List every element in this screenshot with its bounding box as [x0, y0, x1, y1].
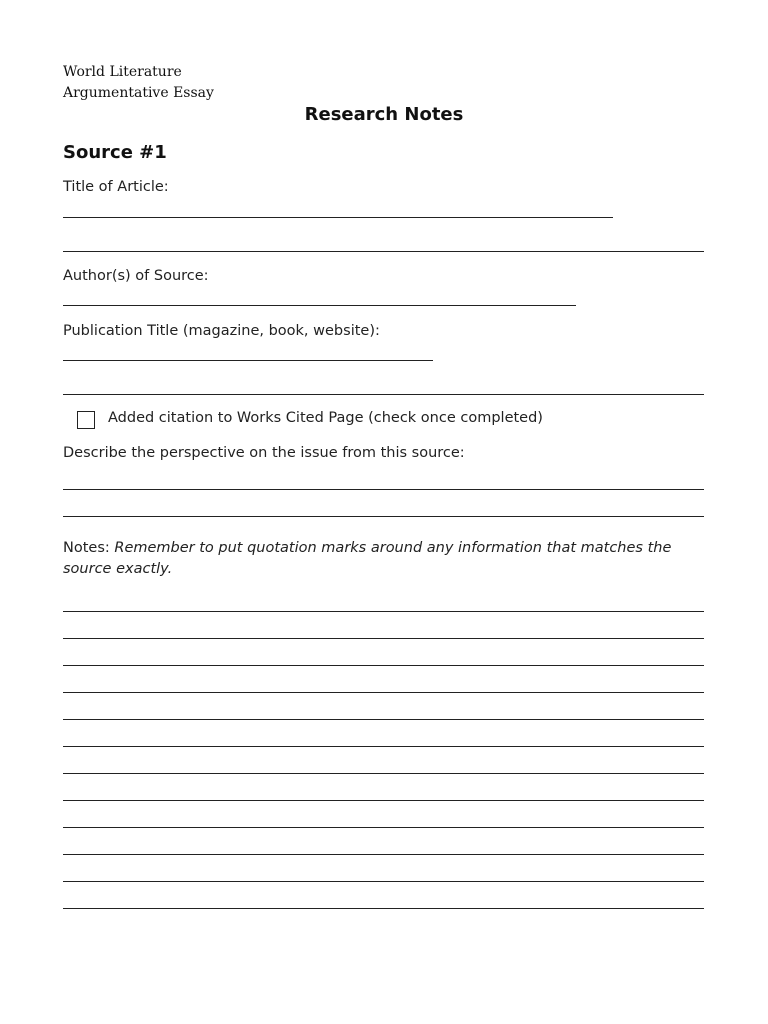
notes-line[interactable] — [63, 746, 704, 747]
perspective-answer-line-2[interactable] — [63, 516, 704, 517]
title-answer-line-1[interactable] — [63, 217, 613, 218]
notes-line[interactable] — [63, 881, 704, 882]
title-answer-line-2[interactable] — [63, 251, 704, 252]
notes-line[interactable] — [63, 719, 704, 720]
assignment-name: Argumentative Essay — [63, 85, 214, 101]
notes-line[interactable] — [63, 908, 704, 909]
works-cited-checkbox-label: Added citation to Works Cited Page (check once completed) — [108, 410, 543, 426]
page-title: Research Notes — [304, 104, 464, 125]
source-heading: Source #1 — [63, 142, 167, 163]
author-answer-line[interactable] — [63, 305, 576, 306]
course-name: World Literature — [63, 64, 182, 80]
title-of-article-label: Title of Article: — [63, 179, 169, 195]
notes-line[interactable] — [63, 692, 704, 693]
notes-label: Notes: — [63, 540, 110, 556]
notes-instruction-text: Remember to put quotation marks around any information that matches the source exactly. — [63, 540, 672, 577]
works-cited-checkbox[interactable] — [77, 411, 95, 429]
notes-line[interactable] — [63, 638, 704, 639]
perspective-label: Describe the perspective on the issue from this source: — [63, 445, 465, 461]
notes-line[interactable] — [63, 827, 704, 828]
perspective-answer-line-1[interactable] — [63, 489, 704, 490]
publication-answer-line-1[interactable] — [63, 360, 433, 361]
author-label: Author(s) of Source: — [63, 268, 209, 284]
notes-line[interactable] — [63, 854, 704, 855]
notes-line[interactable] — [63, 773, 704, 774]
publication-answer-line-2[interactable] — [63, 394, 704, 395]
notes-instructions — [63, 538, 723, 580]
notes-line[interactable] — [63, 665, 704, 666]
publication-title-label: Publication Title (magazine, book, website): — [63, 323, 380, 339]
notes-line[interactable] — [63, 611, 704, 612]
notes-line[interactable] — [63, 800, 704, 801]
